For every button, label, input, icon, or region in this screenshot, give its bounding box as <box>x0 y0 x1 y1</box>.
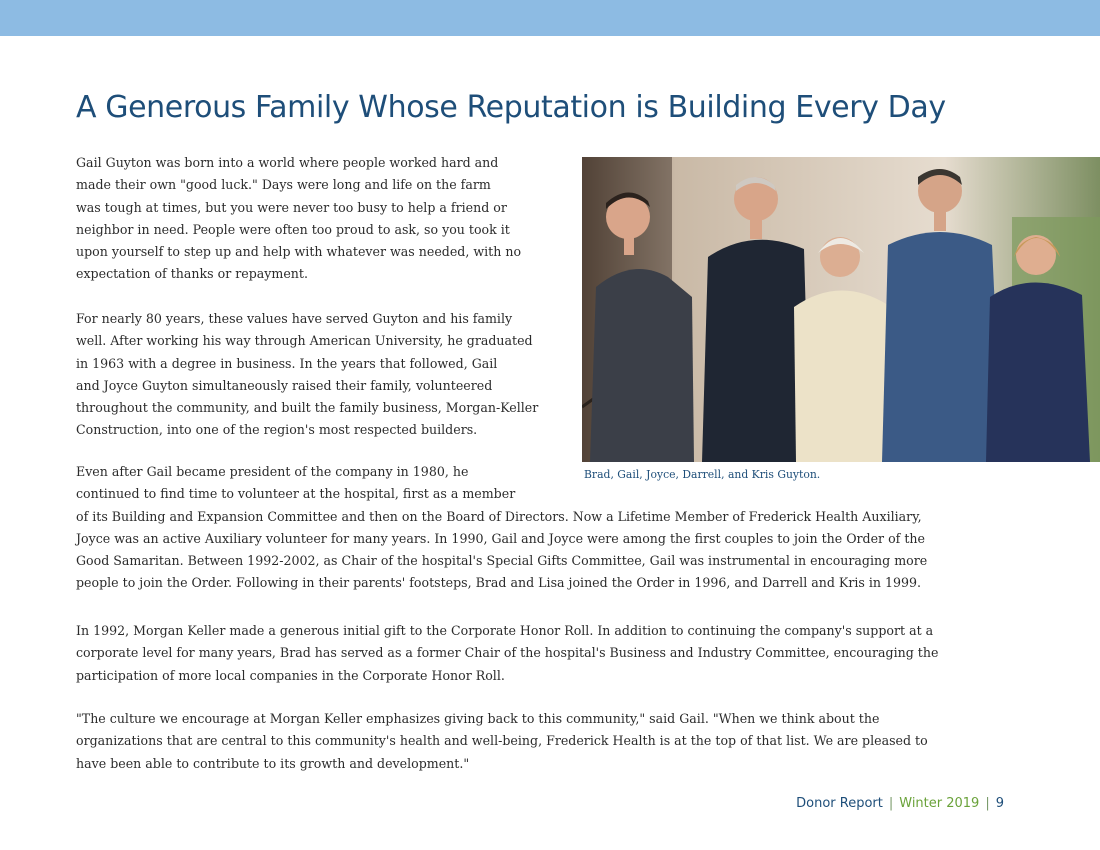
article-title: A Generous Family Whose Reputation is Building Every Day <box>76 90 946 125</box>
family-photo <box>582 157 1100 462</box>
paragraph-line: Joyce was an active Auxiliary volunteer for many years. In 1990, Gail and Joyce were among the first couples to join the Order of the <box>76 530 925 546</box>
paragraph-line: participation of more local companies in the Corporate Honor Roll. <box>76 667 505 683</box>
page-number: 9 <box>995 796 1004 811</box>
paragraph-line: well. After working his way through American University, he graduated <box>76 333 533 349</box>
article-paragraph <box>76 620 938 687</box>
paragraph-line: organizations that are central to this community's health and well-being, Frederick Health is at the top of that list. We are pleased to <box>76 733 928 749</box>
page-footer <box>796 796 1004 811</box>
article-paragraph <box>76 708 928 775</box>
paragraph-line: of its Building and Expansion Committee and then on the Board of Directors. Now a Lifetime Member of Frederick Health Auxiliary, <box>76 508 922 524</box>
footer-report-label: Donor Report <box>796 796 883 811</box>
paragraph-line: For nearly 80 years, these values have served Guyton and his family <box>76 311 513 326</box>
article-paragraph <box>76 152 521 286</box>
paragraph-line: corporate level for many years, Brad has served as a former Chair of the hospital's Business and Industry Committee, encouraging the <box>76 645 939 661</box>
photo-caption: Brad, Gail, Joyce, Darrell, and Kris Guyton. <box>584 468 821 481</box>
paragraph-line: Gail Guyton was born into a world where people worked hard and <box>76 155 499 170</box>
paragraph-line: continued to find time to volunteer at the hospital, first as a member <box>76 486 516 502</box>
paragraph-line: expectation of thanks or repayment. <box>76 266 308 282</box>
footer-separator: | <box>888 796 894 811</box>
paragraph-line: and Joyce Guyton simultaneously raised their family, volunteered <box>76 377 493 393</box>
paragraph-line: made their own "good luck." Days were long and life on the farm <box>76 177 491 193</box>
paragraph-line: neighbor in need. People were often too proud to ask, so you took it <box>76 221 510 237</box>
article-paragraph <box>76 461 927 595</box>
paragraph-line: in 1963 with a degree in business. In the years that followed, Gail <box>76 355 498 371</box>
header-band <box>0 0 1100 36</box>
footer-separator: | <box>985 796 990 811</box>
paragraph-line: throughout the community, and built the family business, Morgan-Keller <box>76 400 539 416</box>
paragraph-line: people to join the Order. Following in their parents' footsteps, Brad and Lisa joined the Order in 1996, and Darrell and Kris in 1999. <box>76 575 922 591</box>
paragraph-line: have been able to contribute to its growth and development." <box>76 755 470 771</box>
paragraph-line: "The culture we encourage at Morgan Keller emphasizes giving back to this community," said Gail. "When we think about the <box>76 711 880 726</box>
article-paragraph <box>76 308 538 442</box>
footer-season: Winter 2019 <box>899 796 980 811</box>
paragraph-line: Even after Gail became president of the company in 1980, he <box>76 464 469 479</box>
paragraph-line: Good Samaritan. Between 1992-2002, as Chair of the hospital's Special Gifts Committee, Gail was instrumental in encouraging more <box>76 553 928 569</box>
paragraph-line: Construction, into one of the region's most respected builders. <box>76 422 478 438</box>
paragraph-line: upon yourself to step up and help with whatever was needed, with no <box>76 244 522 260</box>
paragraph-line: In 1992, Morgan Keller made a generous initial gift to the Corporate Honor Roll. In addition to continuing the company's support at a <box>76 623 934 638</box>
paragraph-line: was tough at times, but you were never too busy to help a friend or <box>76 199 507 215</box>
